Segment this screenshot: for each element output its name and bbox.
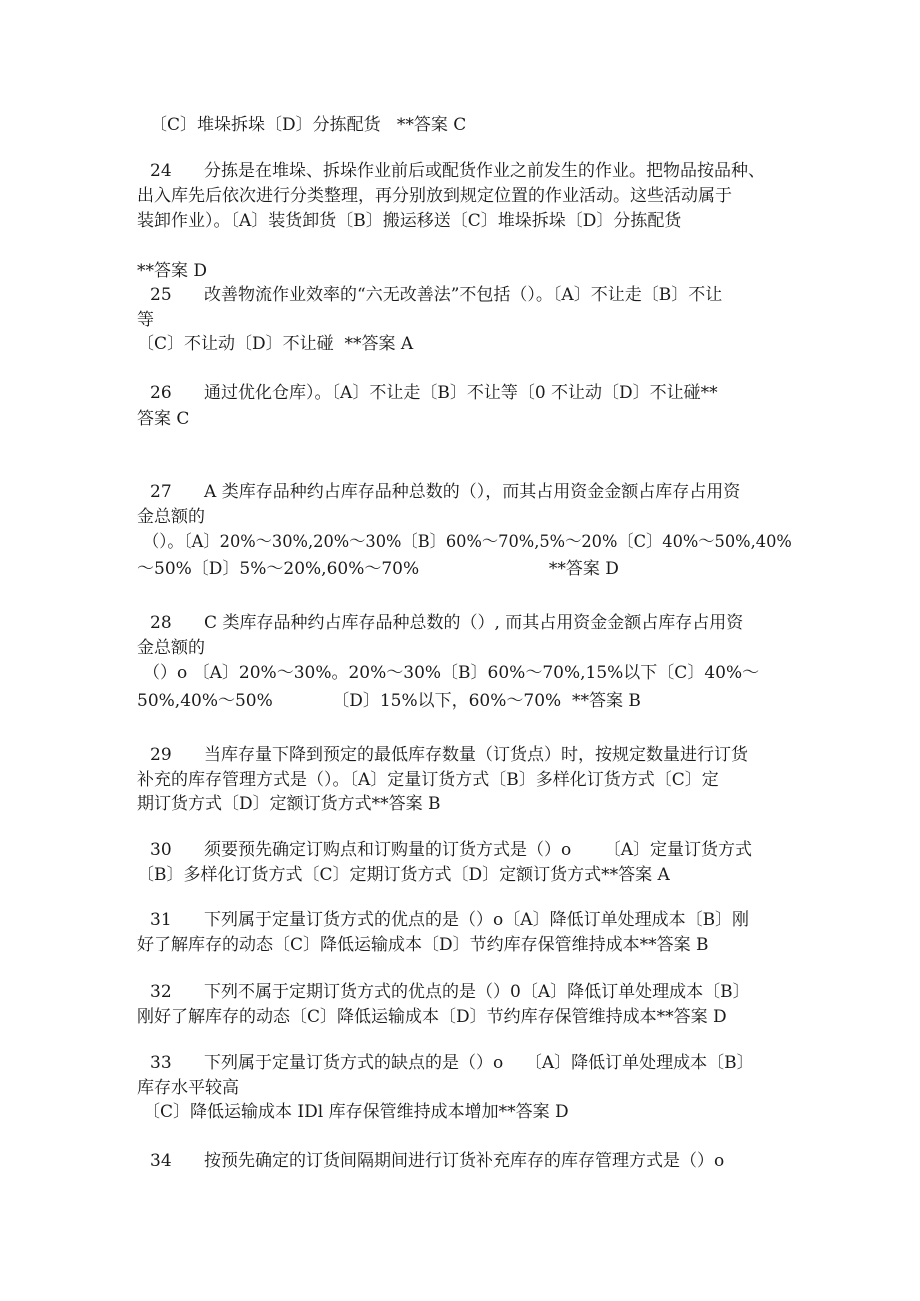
text-line: 刚好了解库存的动态〔C〕降低运输成本〔D〕节约库存保管维持成本**答案 D (137, 1007, 727, 1027)
text-line: （）。〔A〕20%～30%,20%～30%〔B〕60%～70%,5%～20%〔C〕40%～50%,40% (143, 532, 792, 552)
text-line: 26 通过优化仓库）。〔A〕不让走〔B〕不让等〔0 不让动〔D〕不让碰** (150, 383, 718, 403)
text-line: 〔C〕堆垛拆垛〔D〕分拣配货 **答案 C (150, 115, 467, 135)
text-line: 27 A 类库存品种约占库存品种总数的（），而其占用资金金额占库存占用资 (150, 482, 741, 502)
text-line: 补充的库存管理方式是（）。〔A〕定量订货方式〔B〕多样化订货方式〔C〕定 (137, 770, 719, 790)
text-line: 出入库先后依次进行分类整理，再分别放到规定位置的作业活动。这些活动属于 (137, 186, 732, 206)
text-line: 〔C〕降低运输成本 IDl 库存保管维持成本增加**答案 D (143, 1102, 569, 1122)
text-line: 〔B〕多样化订货方式〔C〕定期订货方式〔D〕定额订货方式**答案 A (137, 865, 670, 885)
text-line: 好了解库存的动态〔C〕降低运输成本〔D〕节约库存保管维持成本**答案 B (137, 935, 709, 955)
text-line: 29 当库存量下降到预定的最低库存数量（订货点）时，按规定数量进行订货 (150, 745, 749, 765)
text-line: 32 下列不属于定期订货方式的优点的是（）0〔A〕降低订单处理成本〔B〕 (150, 982, 750, 1002)
text-line: 答案 C (137, 409, 190, 429)
text-line: 等 (137, 310, 154, 330)
text-line: **答案 D (137, 261, 208, 281)
text-line: （）o 〔A〕20%～30%。20%～30%〔B〕60%～70%,15%以下〔C〕40%～ (143, 663, 760, 683)
text-line: 〔C〕不让动〔D〕不让碰 **答案 A (137, 334, 414, 354)
text-line: 库存水平较高 (137, 1078, 239, 1098)
text-line: 28 C 类库存品种约占库存品种总数的（）, 而其占用资金金额占库存占用资 (150, 613, 744, 633)
text-line: ～50%〔D〕5%～20%,60%～70% **答案 D (137, 559, 619, 579)
text-line: 金总额的 (137, 638, 205, 658)
text-line: 装卸作业）。〔A〕装货卸货〔B〕搬运移送〔C〕堆垛拆垛〔D〕分拣配货 (137, 211, 682, 231)
text-line: 33 下列属于定量订货方式的缺点的是（）o 〔A〕降低订单处理成本〔B〕 (150, 1053, 754, 1073)
text-line: 34 按预先确定的订货间隔期间进行订货补充库存的库存管理方式是（）o (150, 1151, 725, 1171)
text-line: 期订货方式〔D〕定额订货方式**答案 B (137, 794, 441, 814)
text-line: 50%,40%～50% 〔D〕15%以下，60%～70% **答案 B (137, 691, 641, 711)
text-line: 金总额的 (137, 507, 205, 527)
text-line: 31 下列属于定量订货方式的优点的是（）o〔A〕降低订单处理成本〔B〕刚 (150, 910, 750, 930)
text-line: 30 须要预先确定订购点和订购量的订货方式是（）o 〔A〕定量订货方式 (150, 840, 752, 860)
text-line: 24 分拣是在堆垛、拆垛作业前后或配货作业之前发生的作业。把物品按品种、 (150, 161, 766, 181)
text-line: 25 改善物流作业效率的“六无改善法”不包括（）。〔A〕不让走〔B〕不让 (150, 285, 723, 305)
